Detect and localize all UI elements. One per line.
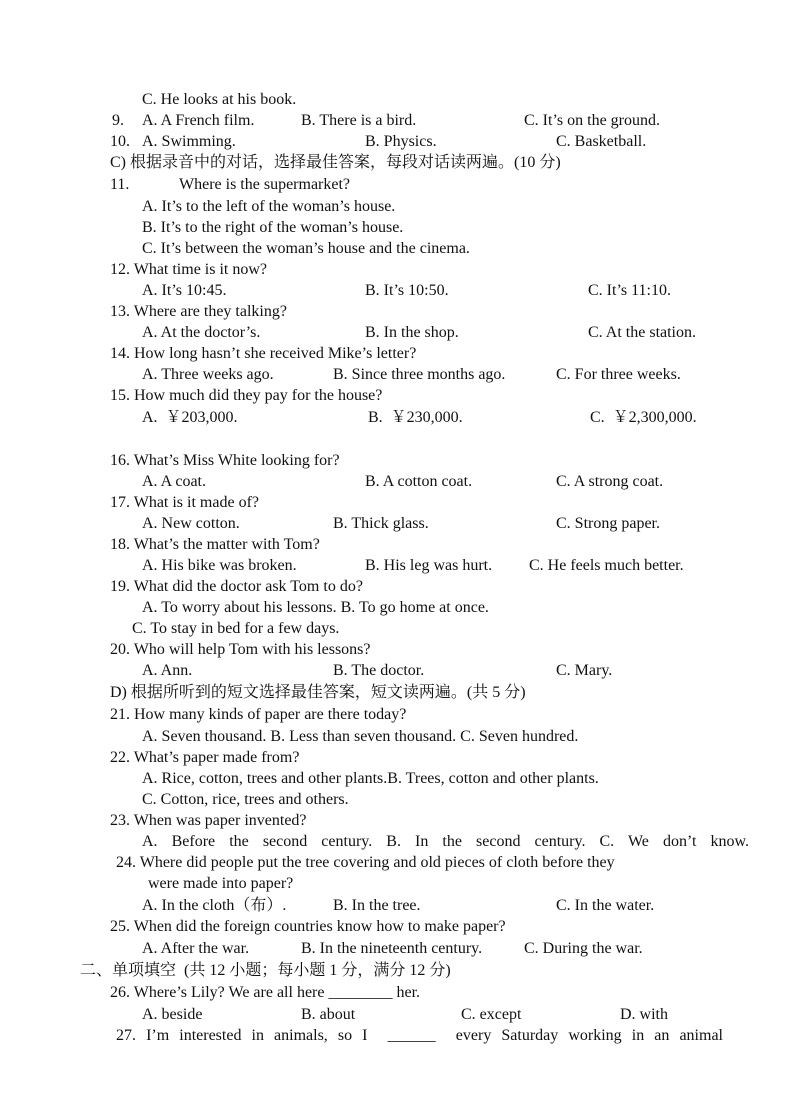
line-text: 17. What is it made of? <box>110 494 259 511</box>
line-text: 15. How much did they pay for the house? <box>110 387 383 404</box>
line-text: A. To worry about his lessons. B. To go home at once. <box>142 599 489 616</box>
line-cell: A. Three weeks ago. <box>142 366 274 383</box>
line-text: B. It’s to the right of the woman’s house. <box>142 219 404 236</box>
line-cell: B. A cotton coat. <box>365 473 473 490</box>
line-text: A. Rice, cotton, trees and other plants.B. Trees, cotton and other plants. <box>142 770 599 787</box>
line-cell: A. Swimming. <box>142 133 236 150</box>
line-text: 16. What’s Miss White looking for? <box>110 452 340 469</box>
line-option <box>0 768 793 790</box>
line-text: 18. What’s the matter with Tom? <box>110 536 320 553</box>
line-cell: C. For three weeks. <box>556 366 681 383</box>
line-text: 23. When was paper invented? <box>110 812 307 829</box>
line-text: C. Cotton, rice, trees and others. <box>142 791 349 808</box>
line-question <box>0 534 793 556</box>
line-cell: A. A French film. <box>142 112 255 129</box>
line-cell: B. It’s 10:50. <box>365 282 449 299</box>
line-cell: A. Ann. <box>142 662 193 679</box>
line-option <box>0 597 793 619</box>
line-text <box>0 513 793 535</box>
line-text <box>0 938 793 960</box>
line-text: C. He looks at his book. <box>142 91 297 108</box>
line-cell: C. It’s on the ground. <box>524 112 660 129</box>
line-cell: B. In the shop. <box>365 324 459 341</box>
line-question <box>0 916 793 938</box>
line-text: 19. What did the doctor ask Tom to do? <box>110 578 363 595</box>
line-option <box>0 217 793 239</box>
line-text: 13. Where are they talking? <box>110 303 287 320</box>
line-text: D) 根据所听到的短文选择最佳答案，短文读两遍。(共 5 分) <box>110 684 526 701</box>
line-text: A. Before the second century. B. In the second century. C. We don’t know. <box>142 833 749 850</box>
line-cell: C. Mary. <box>556 662 613 679</box>
line-text <box>0 110 793 132</box>
line-cell: 9. <box>112 112 124 129</box>
line-text <box>0 1004 793 1026</box>
line-cell: C. It’s 11:10. <box>588 282 671 299</box>
line-cell: B. Thick glass. <box>333 515 429 532</box>
line-cell: C. Strong paper. <box>556 515 660 532</box>
line-text: were made into paper? <box>148 875 294 892</box>
line-text <box>0 873 793 895</box>
line-section-heading <box>0 152 793 174</box>
line-text <box>0 89 793 111</box>
line-cell: B. Since three months ago. <box>333 366 506 383</box>
line-text: 24. Where did people put the tree covering and old pieces of cloth before they <box>116 854 615 871</box>
line-cell: B. In the tree. <box>333 897 421 914</box>
line-cell: B. There is a bird. <box>301 112 417 129</box>
line-cell: C. He feels much better. <box>529 557 684 574</box>
line-question <box>0 704 793 726</box>
line-cell: A. In the cloth（布）. <box>142 897 287 914</box>
line-text: 22. What’s paper made from? <box>110 749 300 766</box>
line-question <box>0 852 793 874</box>
line-cell: D. with <box>620 1006 668 1023</box>
line-cell: C. At the station. <box>588 324 696 341</box>
line-cell: B. ￥230,000. <box>368 409 463 426</box>
line-cell: C. In the water. <box>556 897 655 914</box>
line-text <box>0 471 793 493</box>
line-text <box>0 280 793 302</box>
line-text: 21. How many kinds of paper are there today? <box>110 706 407 723</box>
line-section-heading <box>0 682 793 704</box>
line-cell: C. During the war. <box>524 940 643 957</box>
line-text: A. Seven thousand. B. Less than seven thousand. C. Seven hundred. <box>142 728 579 745</box>
line-text: 25. When did the foreign countries know how to make paper? <box>110 918 506 935</box>
line-cell: A. His bike was broken. <box>142 557 297 574</box>
line-question <box>0 576 793 598</box>
line-text: C. To stay in bed for a few days. <box>132 620 340 637</box>
line-cell: A. It’s 10:45. <box>142 282 227 299</box>
line-cell: B. The doctor. <box>333 662 425 679</box>
line-cell: A. At the doctor’s. <box>142 324 261 341</box>
line-cell: 10. <box>110 133 130 150</box>
line-text <box>0 555 793 577</box>
line-text: 二、单项填空 (共 12 小题；每小题 1 分，满分 12 分) <box>80 962 451 979</box>
line-option <box>0 789 793 811</box>
line-question <box>0 1025 793 1047</box>
line-text: C. It’s between the woman’s house and the cinema. <box>142 240 470 257</box>
line-cell: A. New cotton. <box>142 515 240 532</box>
line-question <box>0 810 793 832</box>
line-text: 14. How long hasn’t she received Mike’s letter? <box>110 345 417 362</box>
line-text <box>0 131 793 153</box>
line-text <box>0 407 793 429</box>
line-question <box>0 982 793 1004</box>
line-cell: 11. <box>110 176 130 193</box>
line-question <box>0 259 793 281</box>
line-text: 26. Where’s Lily? We are all here ________ her. <box>110 984 421 1001</box>
line-cell: Where is the supermarket? <box>179 176 351 193</box>
line-text <box>0 895 793 917</box>
line-question <box>0 301 793 323</box>
line-text <box>0 322 793 344</box>
line-question <box>0 492 793 514</box>
line-question <box>0 450 793 472</box>
line-cell: A. beside <box>142 1006 203 1023</box>
line-section-heading <box>0 960 793 982</box>
line-text: A. It’s to the left of the woman’s house. <box>142 198 396 215</box>
line-cell: B. Physics. <box>365 133 437 150</box>
line-cell: C. ￥2,300,000. <box>590 409 697 426</box>
line-cell: B. In the nineteenth century. <box>301 940 483 957</box>
line-cell: B. His leg was hurt. <box>365 557 493 574</box>
line-text: C) 根据录音中的对话，选择最佳答案，每段对话读两遍。(10 分) <box>110 154 561 171</box>
line-question <box>0 343 793 365</box>
line-cell: C. A strong coat. <box>556 473 664 490</box>
line-option <box>0 196 793 218</box>
line-option <box>0 831 793 853</box>
line-question <box>0 747 793 769</box>
line-cell: A. A coat. <box>142 473 206 490</box>
line-option <box>0 618 793 640</box>
line-text: 20. Who will help Tom with his lessons? <box>110 641 371 658</box>
line-text <box>0 660 793 682</box>
line-question <box>0 174 793 196</box>
line-cell: C. Basketball. <box>556 133 647 150</box>
line-option <box>0 238 793 260</box>
line-cell: A. After the war. <box>142 940 250 957</box>
line-cell: C. except <box>461 1006 522 1023</box>
line-text <box>0 364 793 386</box>
line-text: 12. What time is it now? <box>110 261 268 278</box>
line-text: 27. I’m interested in animals, so I ______ every Saturday working in an animal <box>116 1027 723 1044</box>
line-cell: B. about <box>301 1006 356 1023</box>
line-cell: A. ￥203,000. <box>142 409 238 426</box>
line-question <box>0 385 793 407</box>
line-option <box>0 726 793 748</box>
line-question <box>0 639 793 661</box>
